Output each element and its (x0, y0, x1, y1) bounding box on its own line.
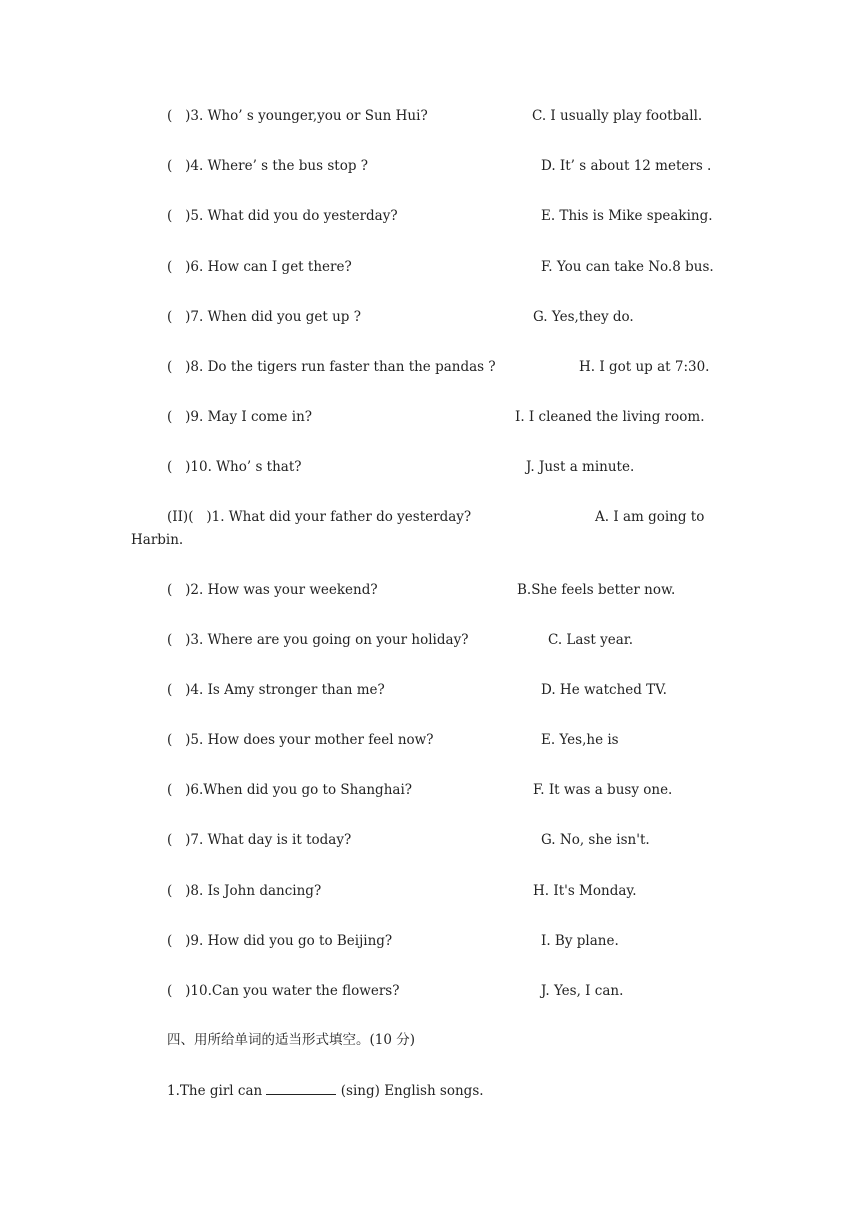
answer-j: J. Just a minute. (526, 459, 635, 475)
question-4: ( )4. Where’ s the bus stop ? (167, 158, 368, 174)
part2-answer-e: E. Yes,he is (541, 732, 619, 748)
answer-d: D. It’ s about 12 meters . (541, 158, 712, 174)
question-6: ( )6. How can I get there? (167, 259, 352, 275)
question-3: ( )3. Who’ s younger,you or Sun Hui? (167, 108, 428, 124)
question-8: ( )8. Do the tigers run faster than the pandas ? (167, 359, 496, 375)
part2-question-8: ( )8. Is John dancing? (167, 883, 322, 899)
item1-prefix: 1.The girl can (167, 1083, 263, 1099)
question-5: ( )5. What did you do yesterday? (167, 208, 398, 224)
part2-question-9: ( )9. How did you go to Beijing? (167, 933, 393, 949)
part2-question-2: ( )2. How was your weekend? (167, 582, 378, 598)
part2-answer-i: I. By plane. (541, 933, 619, 949)
answer-f: F. You can take No.8 bus. (541, 259, 714, 275)
part2-answer-d: D. He watched TV. (541, 682, 667, 698)
answer-i: I. I cleaned the living room. (515, 409, 705, 425)
question-7: ( )7. When did you get up ? (167, 309, 361, 325)
item1-suffix: (sing) English songs. (340, 1083, 484, 1099)
part2-answer-h: H. It's Monday. (533, 883, 637, 899)
part2-answer-c: C. Last year. (548, 632, 634, 648)
answer-blank[interactable] (266, 1082, 336, 1095)
part2-question-4: ( )4. Is Amy stronger than me? (167, 682, 385, 698)
section4-heading: 四、用所给单词的适当形式填空。(10 分) (167, 1032, 416, 1048)
part2-question-6: ( )6.When did you go to Shanghai? (167, 782, 412, 798)
part2-question-3: ( )3. Where are you going on your holiday? (167, 632, 469, 648)
part2-answer-g: G. No, she isn't. (541, 832, 650, 848)
part2-answer-f: F. It was a busy one. (533, 782, 673, 798)
question-9: ( )9. May I come in? (167, 409, 313, 425)
answer-c: C. I usually play football. (532, 108, 703, 124)
part2-answer-a-wrap: Harbin. (131, 532, 184, 548)
part2-question-7: ( )7. What day is it today? (167, 832, 352, 848)
part2-answer-j: J. Yes, I can. (541, 983, 624, 999)
part2-question-1: (II)( )1. What did your father do yesterday? (167, 509, 472, 525)
section4-item-1 (167, 1082, 484, 1100)
part2-answer-b: B.She feels better now. (517, 582, 676, 598)
question-10: ( )10. Who’ s that? (167, 459, 302, 475)
answer-h: H. I got up at 7:30. (579, 359, 710, 375)
answer-g: G. Yes,they do. (533, 309, 634, 325)
part2-question-5: ( )5. How does your mother feel now? (167, 732, 434, 748)
answer-e: E. This is Mike speaking. (541, 208, 713, 224)
part2-question-10: ( )10.Can you water the flowers? (167, 983, 400, 999)
part2-answer-a: A. I am going to (595, 509, 705, 525)
